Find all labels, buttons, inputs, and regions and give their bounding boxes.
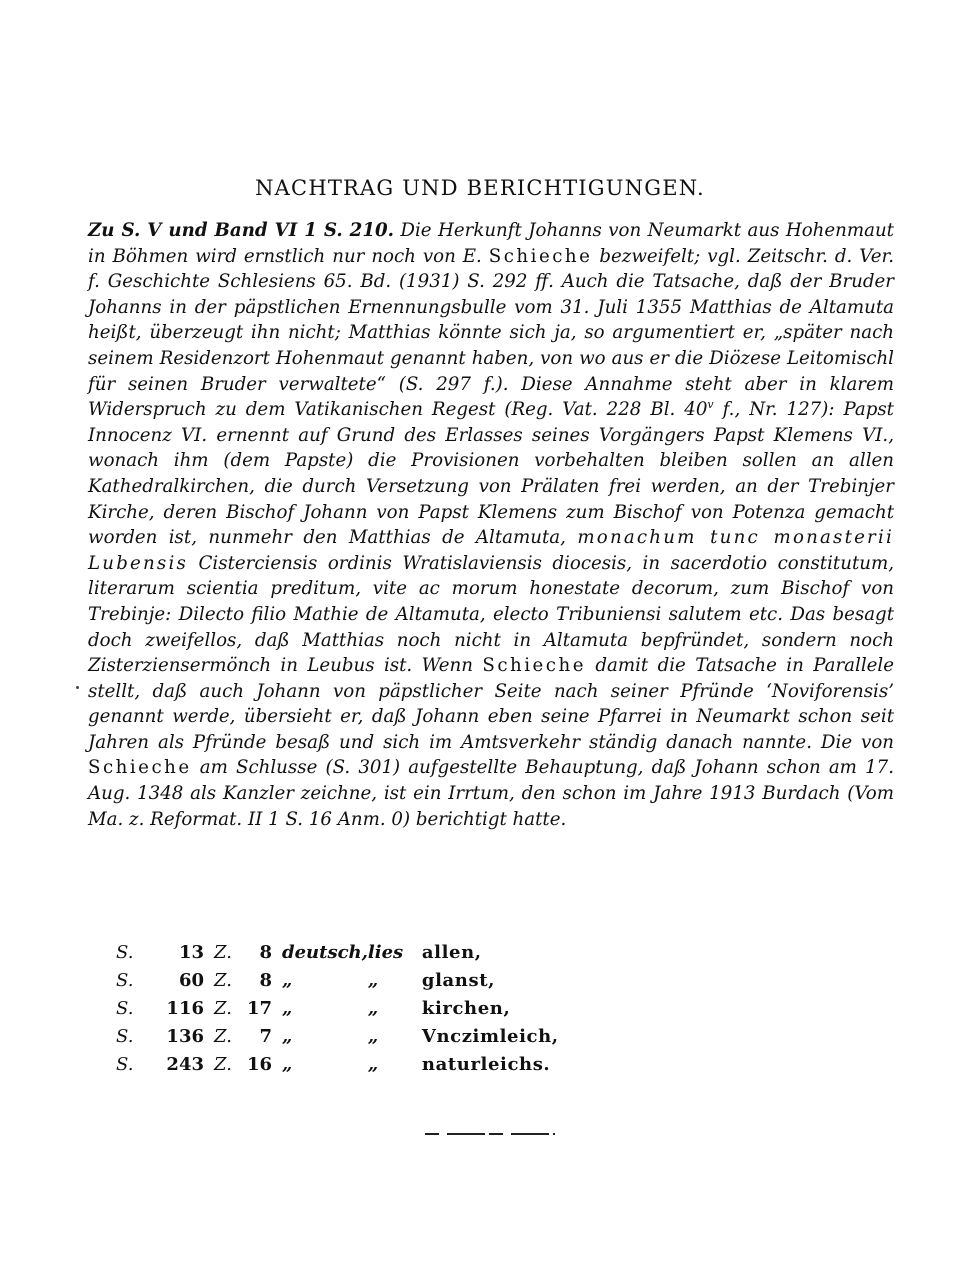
correction-line: 8 [259, 941, 272, 963]
correction-value: allen, [421, 941, 482, 963]
correction-z-label: Z. [214, 1025, 232, 1047]
paragraph-segment: Cisterciensis ordinis Wratislaviensis diocesis, in sacerdotio constitutum, literarum scientia preditum, vite ac morum honestate decorum, zum Bischof von Trebinje: Dilecto filio Mathie de Altamuta, electo Tribuniensi salutem etc. Das besagt doch zweifellos, daß Matthias noch nicht in Altamuta bepfründet, sondern noch Zisterziensermönch in Leubus ist. Wenn [88, 552, 894, 677]
correction-page: 243 [166, 1053, 204, 1075]
paragraph-segment: monachum tunc monasterii Lubensis [88, 527, 894, 574]
paragraph-segment: Die Herkunft Johanns von Neumarkt aus Hohenmaut in Böhmen wird ernstlich nur noch von E. [88, 220, 894, 267]
paragraph-segment: f., Nr. 127): Papst Innocenz VI. ernennt auf Grund des Erlasses seines Vorgängers Papst Klemens VI., wonach ihm (dem Papste) die Provisionen vorbehalten bleiben sollen an allen Kathedralkirchen, die durch Versetzung von Prälaten frei werden, an der Trebinjer Kirche, deren Bischof Johann von Papst Klemens zum Bischof von Potenza gemacht worden ist, nunmehr den Matthias de Altamuta, [88, 399, 894, 549]
correction-page: 13 [178, 941, 204, 963]
correction-row [116, 994, 559, 1022]
corrections-table [116, 938, 559, 1078]
correction-word: deutsch, [282, 941, 368, 963]
correction-line: 7 [259, 1025, 272, 1047]
paragraph-segment: am Schlusse (S. 301) aufgestellte Behauptung, daß Johann schon am 17. Aug. 1348 als Kanzler zeichne, ist ein Irrtum, den schon im Jahre 1913 Burdach (Vom Ma. z. Reformat. II 1 S. 16 Anm. 0) berichtigt hatte. [88, 757, 894, 830]
correction-line: 17 [246, 997, 272, 1019]
correction-lies: „ [367, 997, 379, 1019]
correction-row [116, 1050, 559, 1078]
correction-z-label: Z. [214, 969, 232, 991]
correction-page: 136 [166, 1025, 204, 1047]
page-title: NACHTRAG UND BERICHTIGUNGEN. [255, 176, 705, 200]
correction-line: 8 [259, 969, 272, 991]
correction-lies: „ [367, 1053, 379, 1075]
correction-value: naturleichs. [421, 1053, 551, 1075]
correction-s-label: S. [116, 969, 134, 991]
correction-page: 60 [178, 969, 204, 991]
correction-lies: lies [367, 941, 404, 963]
correction-line: 16 [246, 1053, 272, 1075]
correction-z-label: Z. [214, 997, 232, 1019]
correction-value: glanst, [421, 969, 495, 991]
correction-s-label: S. [116, 997, 134, 1019]
paragraph-segment: Schieche [88, 757, 192, 779]
paragraph-segment: damit die Tatsache in Parallele stellt, daß auch Johann von päpstlicher Seite nach seiner Pfründe ‘Noviforensis’ genannt werde, übersieht er, daß Johann eben seine Pfarrei in Neumarkt schon seit Jahren als Pfründe besaß und sich im Amtsverkehr ständig danach nannte. Die von [88, 655, 894, 753]
correction-z-label: Z. [214, 1053, 232, 1075]
paragraph-segment: v [707, 398, 714, 412]
body-paragraph [88, 218, 894, 832]
correction-row [116, 1022, 559, 1050]
correction-z-label: Z. [214, 941, 232, 963]
correction-word: „ [282, 997, 293, 1019]
correction-s-label: S. [116, 1053, 134, 1075]
correction-page: 116 [166, 997, 204, 1019]
correction-lies: „ [367, 969, 379, 991]
margin-mark [76, 686, 79, 689]
paragraph-segment: Schieche [482, 655, 586, 677]
correction-lies: „ [367, 1025, 379, 1047]
correction-word: „ [282, 1053, 293, 1075]
correction-s-label: S. [116, 941, 134, 963]
correction-row [116, 938, 559, 966]
correction-word: „ [282, 1025, 293, 1047]
correction-value: kirchen, [421, 997, 511, 1019]
correction-s-label: S. [116, 1025, 134, 1047]
correction-row [116, 966, 559, 994]
correction-word: „ [282, 969, 293, 991]
paragraph-segment: bezweifelt; vgl. Zeitschr. d. Ver. f. Geschichte Schlesiens 65. Bd. (1931) S. 292 ff. Auch die Tatsache, daß der Bruder Johanns in der päpstlichen Ernennungsbulle vom 31. Juli 1355 Matthias de Altamuta heißt, überzeugt ihn nicht; Matthias könnte sich ja, so argumentiert er, „später nach seinem Residenzort Hohenmaut genannt haben, von wo aus er die Diözese Leitomischl für seinen Bruder verwaltete“ (S. 297 f.). Diese Annahme steht aber in klarem Widerspruch zu dem Vatikanischen Regest (Reg. Vat. 228 Bl. 40 [88, 245, 894, 421]
paragraph-segment: Schieche [488, 245, 593, 267]
paragraph-segment: Zu S. V und Band VI 1 S. 210. [88, 220, 394, 241]
end-rule [425, 1133, 555, 1135]
correction-value: Vnczimleich, [421, 1025, 559, 1047]
